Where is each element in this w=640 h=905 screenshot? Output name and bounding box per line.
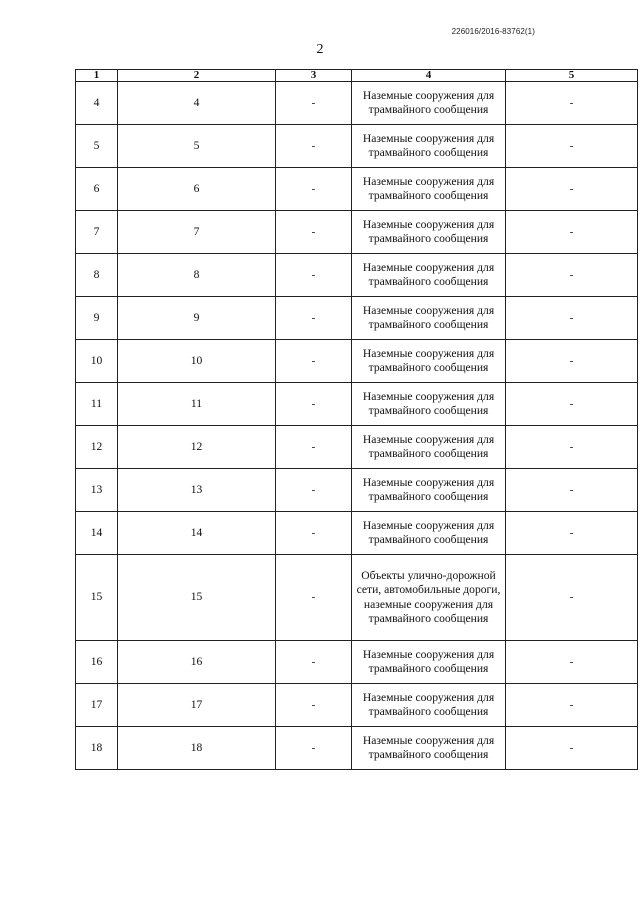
row-number-cell: 18 xyxy=(76,727,118,770)
column-3-cell: - xyxy=(276,297,352,340)
column-5-cell: - xyxy=(506,512,638,555)
row-number-cell: 14 xyxy=(76,512,118,555)
column-5-cell: - xyxy=(506,211,638,254)
row-number-cell: 17 xyxy=(76,684,118,727)
table-row xyxy=(76,426,638,469)
row-number-cell: 4 xyxy=(76,82,118,125)
table-row xyxy=(76,727,638,770)
column-3-cell: - xyxy=(276,211,352,254)
column-3-cell: - xyxy=(276,340,352,383)
object-type-cell: Наземные сооружения для трамвайного сообщения xyxy=(352,383,506,426)
table-row xyxy=(76,684,638,727)
column-header: 1 xyxy=(76,70,118,82)
table-row xyxy=(76,383,638,426)
table-row xyxy=(76,469,638,512)
column-5-cell: - xyxy=(506,168,638,211)
row-number-cell: 10 xyxy=(76,340,118,383)
object-type-cell: Наземные сооружения для трамвайного сообщения xyxy=(352,426,506,469)
column-5-cell: - xyxy=(506,82,638,125)
column-2-cell: 16 xyxy=(118,641,276,684)
column-5-cell: - xyxy=(506,383,638,426)
column-5-cell: - xyxy=(506,641,638,684)
object-type-cell: Наземные сооружения для трамвайного сообщения xyxy=(352,469,506,512)
table-row xyxy=(76,512,638,555)
column-2-cell: 12 xyxy=(118,426,276,469)
column-2-cell: 9 xyxy=(118,297,276,340)
column-5-cell: - xyxy=(506,254,638,297)
object-type-cell: Наземные сооружения для трамвайного сообщения xyxy=(352,684,506,727)
column-header: 5 xyxy=(506,70,638,82)
column-5-cell: - xyxy=(506,426,638,469)
column-2-cell: 17 xyxy=(118,684,276,727)
row-number-cell: 16 xyxy=(76,641,118,684)
column-2-cell: 7 xyxy=(118,211,276,254)
column-5-cell: - xyxy=(506,125,638,168)
table-row xyxy=(76,340,638,383)
object-type-cell: Объекты улично-дорожной сети, автомобильные дороги, наземные сооружения для трамвайного сообщения xyxy=(352,555,506,641)
table-header xyxy=(76,70,638,82)
column-3-cell: - xyxy=(276,383,352,426)
column-header: 2 xyxy=(118,70,276,82)
column-2-cell: 6 xyxy=(118,168,276,211)
table-body xyxy=(76,82,638,770)
document-id: 226016/2016-83762(1) xyxy=(451,27,535,36)
column-3-cell: - xyxy=(276,727,352,770)
row-number-cell: 13 xyxy=(76,469,118,512)
object-type-cell: Наземные сооружения для трамвайного сообщения xyxy=(352,82,506,125)
column-5-cell: - xyxy=(506,555,638,641)
table-row xyxy=(76,555,638,641)
table-row xyxy=(76,125,638,168)
column-3-cell: - xyxy=(276,469,352,512)
column-2-cell: 4 xyxy=(118,82,276,125)
column-header: 4 xyxy=(352,70,506,82)
column-3-cell: - xyxy=(276,82,352,125)
column-5-cell: - xyxy=(506,340,638,383)
column-3-cell: - xyxy=(276,641,352,684)
table-row xyxy=(76,641,638,684)
table-row xyxy=(76,168,638,211)
row-number-cell: 7 xyxy=(76,211,118,254)
row-number-cell: 5 xyxy=(76,125,118,168)
object-type-cell: Наземные сооружения для трамвайного сообщения xyxy=(352,211,506,254)
row-number-cell: 12 xyxy=(76,426,118,469)
column-5-cell: - xyxy=(506,684,638,727)
row-number-cell: 9 xyxy=(76,297,118,340)
object-type-cell: Наземные сооружения для трамвайного сообщения xyxy=(352,727,506,770)
column-header: 3 xyxy=(276,70,352,82)
column-2-cell: 13 xyxy=(118,469,276,512)
row-number-cell: 6 xyxy=(76,168,118,211)
row-number-cell: 15 xyxy=(76,555,118,641)
table-row xyxy=(76,82,638,125)
table-row xyxy=(76,254,638,297)
column-2-cell: 10 xyxy=(118,340,276,383)
column-3-cell: - xyxy=(276,168,352,211)
object-type-cell: Наземные сооружения для трамвайного сообщения xyxy=(352,641,506,684)
object-type-cell: Наземные сооружения для трамвайного сообщения xyxy=(352,340,506,383)
column-3-cell: - xyxy=(276,426,352,469)
column-3-cell: - xyxy=(276,512,352,555)
table-row xyxy=(76,297,638,340)
row-number-cell: 11 xyxy=(76,383,118,426)
column-3-cell: - xyxy=(276,684,352,727)
table-row xyxy=(76,211,638,254)
column-2-cell: 15 xyxy=(118,555,276,641)
object-type-cell: Наземные сооружения для трамвайного сообщения xyxy=(352,297,506,340)
column-5-cell: - xyxy=(506,469,638,512)
object-type-cell: Наземные сооружения для трамвайного сообщения xyxy=(352,254,506,297)
column-2-cell: 14 xyxy=(118,512,276,555)
object-type-cell: Наземные сооружения для трамвайного сообщения xyxy=(352,512,506,555)
column-5-cell: - xyxy=(506,727,638,770)
header-row xyxy=(76,70,638,82)
object-type-cell: Наземные сооружения для трамвайного сообщения xyxy=(352,125,506,168)
column-2-cell: 18 xyxy=(118,727,276,770)
page-number: 2 xyxy=(316,42,324,57)
column-3-cell: - xyxy=(276,254,352,297)
column-3-cell: - xyxy=(276,555,352,641)
column-3-cell: - xyxy=(276,125,352,168)
column-2-cell: 11 xyxy=(118,383,276,426)
row-number-cell: 8 xyxy=(76,254,118,297)
data-table xyxy=(75,69,638,770)
column-2-cell: 5 xyxy=(118,125,276,168)
object-type-cell: Наземные сооружения для трамвайного сообщения xyxy=(352,168,506,211)
column-5-cell: - xyxy=(506,297,638,340)
column-2-cell: 8 xyxy=(118,254,276,297)
